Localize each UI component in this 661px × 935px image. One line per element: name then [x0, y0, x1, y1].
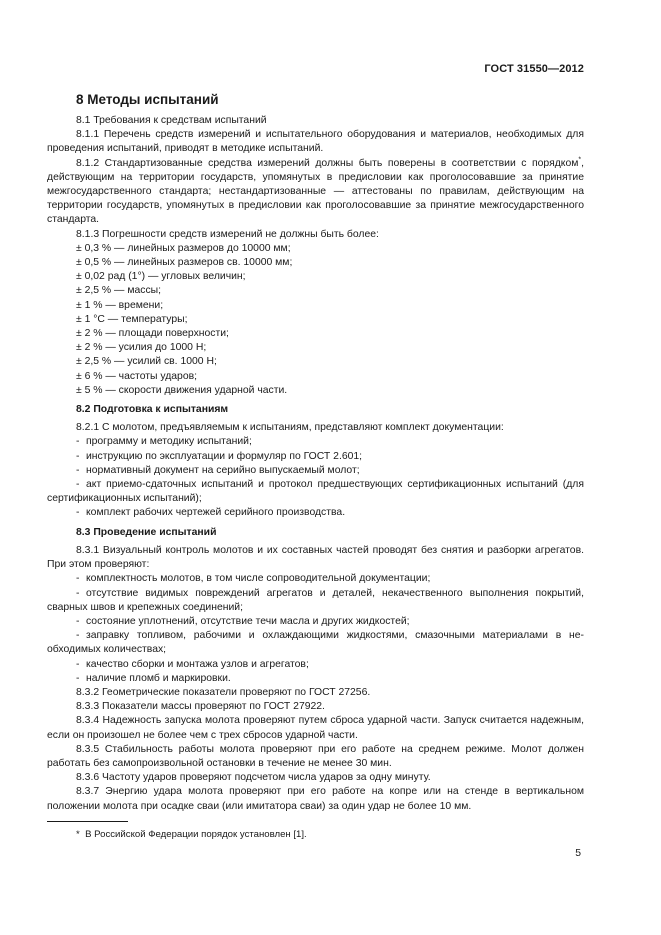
tolerance-item: ± 2,5 % — усилий св. 1000 Н;	[76, 356, 217, 368]
list-item	[47, 506, 584, 520]
footnote	[76, 829, 307, 840]
tolerance-item: ± 0,5 % — линейных размеров св. 10000 мм;	[76, 257, 293, 269]
document-id: ГОСТ 31550—2012	[484, 63, 584, 75]
document-body	[47, 114, 584, 814]
list-item-text: комплектность молотов, в том числе сопроводительной документации;	[86, 573, 431, 585]
list-dash: -	[76, 573, 80, 585]
list-item-text: комплект рабочих чертежей серийного производства.	[86, 507, 346, 519]
list-item	[47, 450, 584, 464]
tolerance-item: ± 2,5 % — массы;	[76, 285, 161, 297]
list-item-text: наличие пломб и маркировки.	[86, 672, 231, 684]
clause-8-3-6: 8.3.6 Частоту ударов проверяют подсчетом числа ударов за одну минуту.	[76, 772, 431, 784]
list-item	[47, 572, 584, 586]
tolerance-item: ± 0,02 рад (1°) — угловых величин;	[76, 271, 246, 283]
list-dash: -	[76, 479, 80, 491]
page-number: 5	[575, 848, 581, 859]
section-title: 8 Методы испытаний	[76, 92, 219, 107]
clause-8-3-2: 8.3.2 Геометрические показатели проверяют по ГОСТ 27256.	[76, 686, 371, 698]
footnote-divider	[47, 821, 128, 822]
list-dash: -	[76, 658, 80, 670]
list-dash: -	[76, 672, 80, 684]
list-dash: -	[76, 464, 80, 476]
clause-8-3-5: 8.3.5 Стабильность работы молота проверяют при его работе на среднем режиме. Молот должен работать без самопроизвольной остановки в течение не менее 30 мин.	[47, 743, 584, 769]
list-item-text: состояние уплотнений, отсутствие течи масла и других жидкостей;	[86, 615, 410, 627]
list-item	[47, 629, 584, 657]
tolerance-item: ± 5 % — скорости движения ударной части.	[76, 384, 288, 396]
footnote-marker: *	[578, 156, 582, 164]
clause-8-3-3: 8.3.3 Показатели массы проверяют по ГОСТ 27922.	[76, 701, 325, 713]
list-item	[47, 464, 584, 478]
list-item	[47, 672, 584, 686]
subsection-heading-8-2: 8.2 Подготовка к испытаниям	[76, 404, 229, 416]
list-item	[47, 435, 584, 449]
list-item-text: акт приемо-сдаточных испытаний и протокол предшествующих сертификационных испытаний (для сертификационных испытаний);	[47, 479, 584, 505]
tolerance-item: ± 2 % — площади поверхности;	[76, 328, 229, 340]
list-item-text: программу и методику испытаний;	[86, 436, 252, 448]
tolerance-item: ± 0,3 % — линейных размеров до 10000 мм;	[76, 242, 291, 254]
list-dash: -	[76, 630, 80, 642]
list-dash: -	[76, 587, 80, 599]
list-dash: -	[76, 436, 80, 448]
footnote-mark: *	[76, 829, 80, 840]
list-item-text: заправку топливом, рабочими и охлаждающими жидкостями, смазочными материалами в необходимых количествах;	[47, 630, 584, 656]
list-item	[47, 615, 584, 629]
clause-8-1-2-part-a: 8.1.2 Стандартизованные средства измерений должны быть поверены в соответствии с порядком	[76, 157, 579, 169]
subsection-heading-8-3: 8.3 Проведение испытаний	[76, 526, 217, 538]
list-item	[47, 587, 584, 615]
tolerance-item: ± 6 % — частоты ударов;	[76, 370, 198, 382]
list-dash: -	[76, 615, 80, 627]
clause-8-1-3: 8.1.3 Погрешности средств измерений не должны быть более:	[76, 228, 379, 240]
list-item-text: инструкцию по эксплуатации и формуляр по ГОСТ 2.601;	[86, 450, 363, 462]
list-dash: -	[76, 450, 80, 462]
clause-8-1-1: 8.1.1 Перечень средств измерений и испытательного оборудования и материалов, необходимых для проведения испытаний, приводят в методике испытаний.	[47, 129, 584, 155]
clause-8-2-1: 8.2.1 С молотом, предъявляемым к испытаниям, представляют комплект документации:	[76, 422, 504, 434]
tolerance-item: ± 1 % — времени;	[76, 299, 164, 311]
tolerance-item: ± 1 °С — температуры;	[76, 313, 188, 325]
clause-8-3-1: 8.3.1 Визуальный контроль молотов и их составных частей проводят без снятия и разборки агрегатов. При этом проверяют:	[47, 544, 584, 571]
list-item	[47, 478, 584, 506]
clause-8-1-2-part-b: , действующим на территории государств, упомянутых в предисловии как проголосовавшие за принятие межгосударственного стандарта; нестандартизованные — аттестованы по правилам, действующим на территории государств, упомянутых в предисловии как проголосовавшие за принятие межгосударственного стандарта.	[47, 157, 584, 226]
subsection-heading-8-1: 8.1 Требования к средствам испытаний	[76, 115, 267, 126]
list-dash: -	[76, 507, 80, 519]
list-item	[47, 658, 584, 672]
clause-8-1-2	[47, 157, 584, 228]
clause-8-3-4: 8.3.4 Надежность запуска молота проверяют путем сброса ударной части. Запуск считается надежным, если он произошел не более чем с трех сбросов ударной части.	[47, 715, 584, 741]
list-item-text: отсутствие видимых повреждений агрегатов и деталей, некачественного выполнения покрытий, сварных швов и крепежных соединений;	[47, 587, 584, 613]
list-item-text: качество сборки и монтажа узлов и агрегатов;	[86, 658, 309, 670]
clause-8-3-7: 8.3.7 Энергию удара молота проверяют при его работе на копре или на стенде в вертикальном положении молота при осадке сваи (или имитатора сваи) за один удар не более 10 мм.	[47, 786, 584, 812]
tolerance-item: ± 2 % — усилия до 1000 Н;	[76, 342, 207, 354]
list-item-text: нормативный документ на серийно выпускаемый молот;	[86, 464, 360, 476]
footnote-text: В Российской Федерации порядок установлен [1].	[85, 829, 307, 840]
